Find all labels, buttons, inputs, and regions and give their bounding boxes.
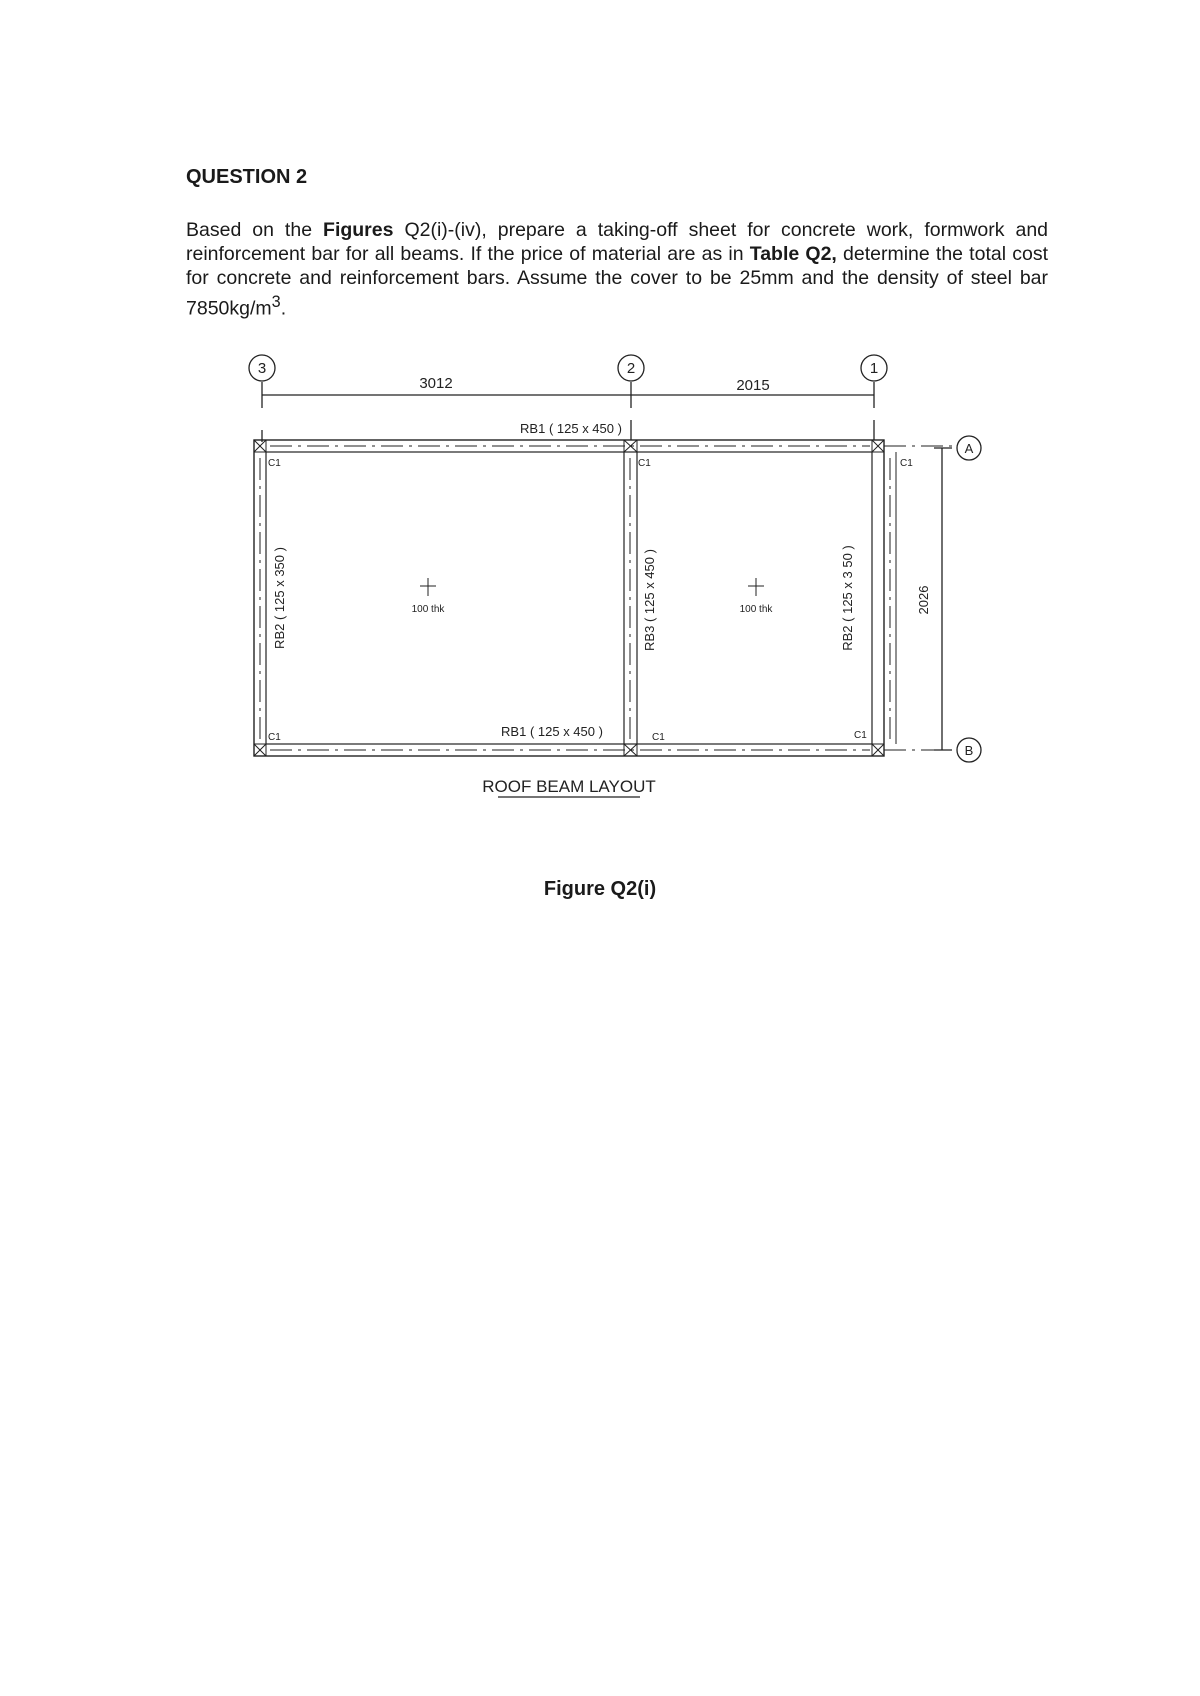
- column-markers: [254, 440, 884, 756]
- slab-thickness-right: 100 thk: [739, 604, 773, 615]
- question-text-part: .: [280, 297, 287, 320]
- grid-label-B: B: [964, 743, 974, 758]
- figure-caption: Figure Q2(i): [543, 878, 657, 900]
- question-text: [186, 218, 1048, 321]
- roof-beam-plan-svg: [240, 350, 1020, 870]
- beam-outline-outer: [254, 440, 884, 756]
- dimension-right: 2015: [736, 377, 770, 394]
- grid-label-1: 1: [869, 360, 879, 377]
- question-text-part: Q2(i)-(iv), prepare a taking-off sheet for concrete work, formwork and reinforcement bar for all beams. If the price of material are as in: [186, 219, 1049, 265]
- question-text-part: determine the total cost for concrete and reinforcement bars. Assume the cover to be 25mm and the density of steel bar 7850kg/m: [186, 243, 1048, 320]
- layout-title: ROOF BEAM LAYOUT: [482, 777, 656, 796]
- dimension-left: 3012: [419, 375, 453, 392]
- beam-label-left: RB2 ( 125 x 350 ): [272, 547, 287, 649]
- beam-label-bottom: RB1 ( 125 x 450 ): [501, 724, 603, 739]
- roof-beam-layout-drawing: [240, 350, 1020, 870]
- question-text-bold: Table Q2,: [749, 243, 837, 265]
- question-text-superscript: 3: [271, 293, 281, 311]
- question-text-part: Based on the: [186, 219, 324, 241]
- dimension-vertical: 2026: [916, 585, 931, 615]
- column-label: C1: [638, 458, 651, 469]
- slab-span-symbols: [420, 578, 764, 596]
- grid-label-A: A: [964, 441, 974, 456]
- column-label: C1: [854, 730, 867, 741]
- grid-label-2: 2: [626, 360, 636, 377]
- column-label: C1: [652, 732, 665, 743]
- beam-label-middle: RB3 ( 125 x 450 ): [642, 549, 657, 651]
- column-label: C1: [900, 458, 913, 469]
- slab-thickness-left: 100 thk: [411, 604, 445, 615]
- question-title: QUESTION 2: [186, 166, 308, 188]
- column-label: C1: [268, 732, 281, 743]
- beam-label-top: RB1 ( 125 x 450 ): [520, 421, 622, 436]
- question-text-bold: Figures: [323, 219, 394, 241]
- beam-label-right: RB2 ( 125 x 3 50 ): [840, 545, 855, 651]
- grid-label-3: 3: [257, 360, 267, 377]
- beam-outline-inner: [266, 452, 872, 744]
- column-label: C1: [268, 458, 281, 469]
